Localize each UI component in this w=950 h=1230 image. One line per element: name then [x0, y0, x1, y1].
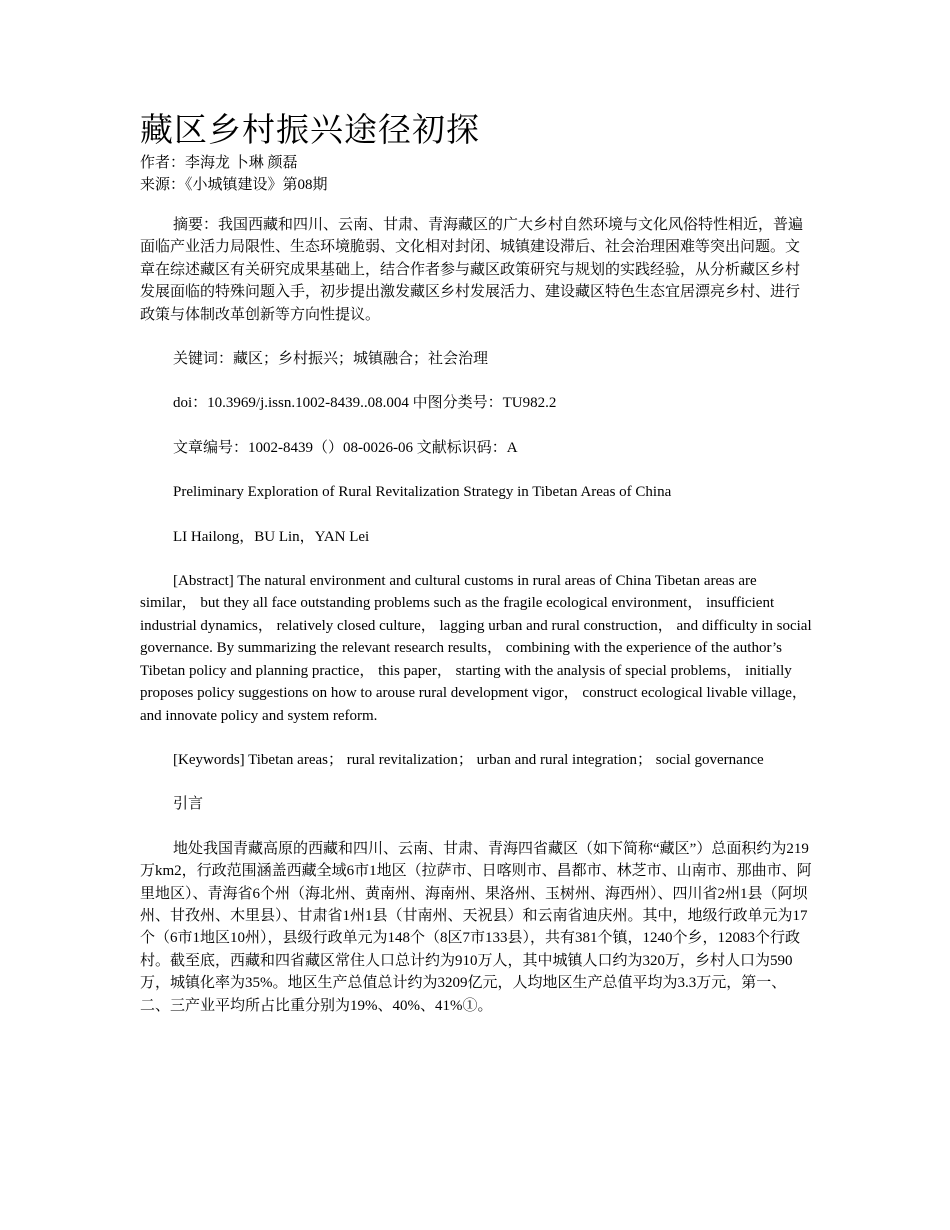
keywords-cn: 关键词：藏区；乡村振兴；城镇融合；社会治理 — [173, 351, 489, 368]
spacer — [140, 727, 812, 749]
spacer — [140, 196, 812, 214]
article-number: 文章编号：1002-8439（）08-0026-06 文献标识码：A — [173, 439, 518, 456]
abstract-cn: 摘要：我国西藏和四川、云南、甘肃、青海藏区的广大乡村自然环境与文化风俗特性相近，普遍面临产业活力局限性、生态环境脆弱、文化相对封闭、城镇建设滞后、社会治理困难等突出问题。文章在综述藏区有关研究成果基础上，结合作者参与藏区政策研究与规划的实践经验，从分析藏区乡村发展面临的特殊问题入手，初步提出激发藏区乡村发展活力、建设藏区特色生态宜居漂亮乡村、进行政策与体制改革创新等方向性提议。 — [140, 217, 804, 323]
spacer — [140, 370, 812, 392]
authors-en: LI Hailong，BU Lin，YAN Lei — [173, 528, 370, 545]
title-en: Preliminary Exploration of Rural Revitalization Strategy in Tibetan Areas of China — [173, 484, 672, 501]
keywords-en: [Keywords] Tibetan areas； rural revitalization； urban and rural integration； social governance — [173, 751, 764, 768]
spacer — [140, 326, 812, 348]
article-title: 藏区乡村振兴途径初探 — [140, 113, 480, 149]
intro-heading: 引言 — [173, 796, 204, 813]
intro-paragraph: 地处我国青藏高原的西藏和四川、云南、甘肃、青海四省藏区（如下简称“藏区”）总面积约为219万km2，行政范围涵盖西藏全域6市1地区（拉萨市、日喀则市、昌都市、林芝市、山南市、那曲市、阿里地区）、青海省6个州（海北州、黄南州、海南州、果洛州、玉树州、海西州）、四川省2州1县（阿坝州、甘孜州、木里县）、甘肃省1州1县（甘南州、天祝县）和云南省迪庆州。其中，地级行政单元为17个（6市1地区10州），县级行政单元为148个（8区7市133县），共有381个镇，1240个乡，12083个行政村。截至底，西藏和四省藏区常住人口总计约为910万人，其中城镇人口约为320万，乡村人口为590万，城镇化率为35%。地区生产总值总计约为3209亿元，人均地区生产总值平均为3.3万元，第一、二、三产业平均所占比重分别为19%、40%、41%①。 — [140, 840, 812, 1014]
spacer — [140, 459, 812, 481]
article-body — [140, 110, 812, 1017]
article-source: 来源：《小城镇建设》第08期 — [140, 177, 328, 193]
spacer — [140, 415, 812, 437]
spacer — [140, 548, 812, 570]
spacer — [140, 816, 812, 838]
spacer — [140, 771, 812, 793]
spacer — [140, 504, 812, 526]
doi-line: doi：10.3969/j.issn.1002-8439..08.004 中图分类号：TU982.2 — [173, 395, 557, 412]
article-authors: 作者：李海龙 卜琳 颜磊 — [140, 155, 298, 171]
abstract-en: [Abstract] The natural environment and cultural customs in rural areas of China Tibetan areas are similar， but they all face outstanding problems such as the fragile ecological environment， insufficient industrial dynamics， relatively closed culture， lagging urban and rural construction， and difficulty in social governance. By summarizing the relevant research results， combining with the experience of the author’s Tibetan policy and planning practice， this paper， starting with the analysis of special problems， initially proposes policy suggestions on how to arouse rural development vigor， construct ecological livable village， and innovate policy and system reform. — [140, 573, 812, 724]
